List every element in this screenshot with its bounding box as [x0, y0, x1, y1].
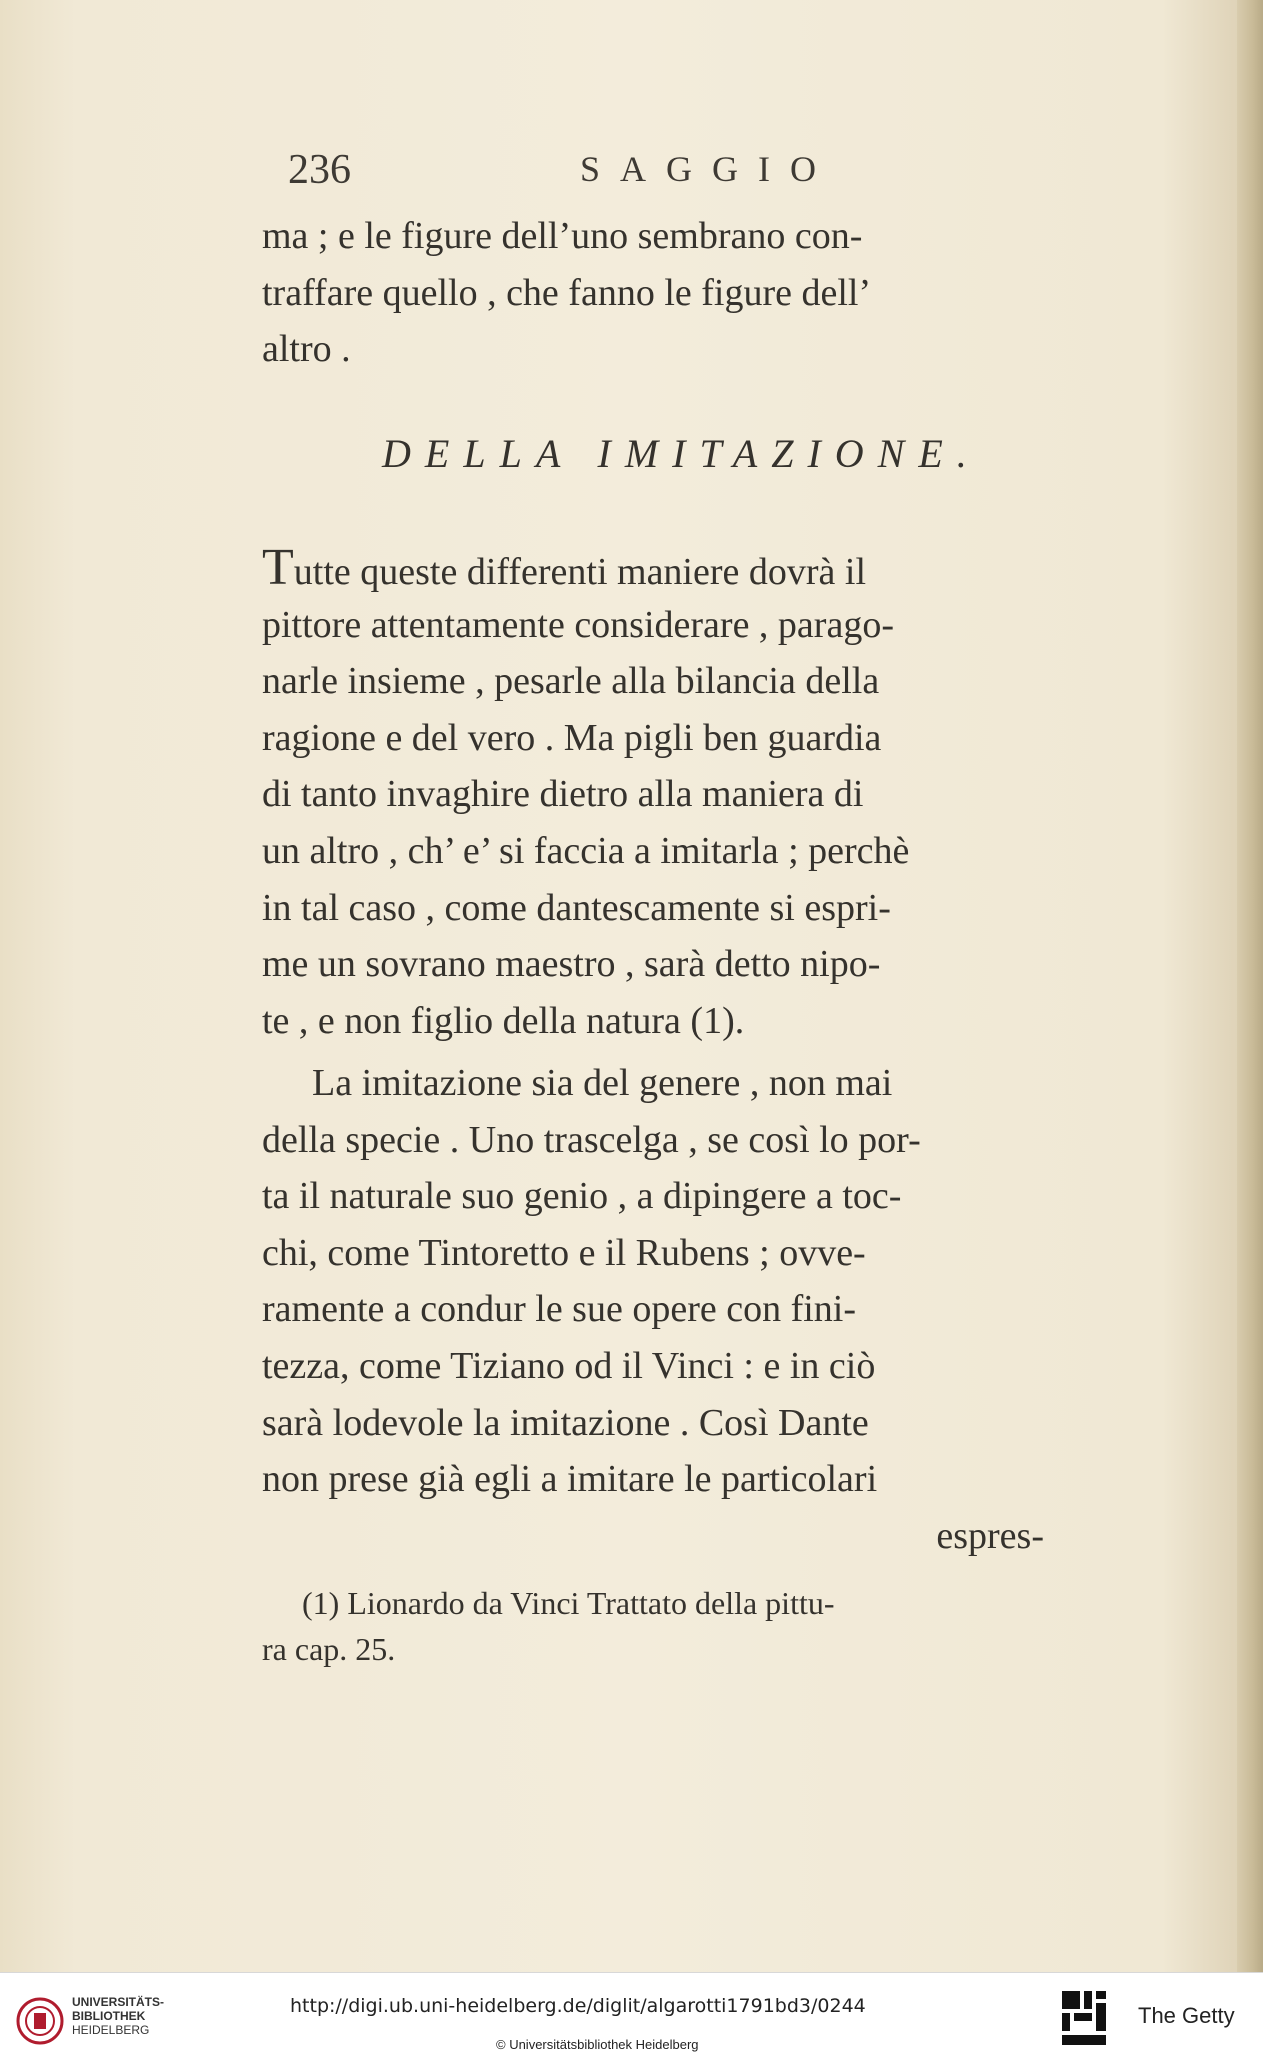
text-line: altro . [262, 328, 351, 371]
section-heading: DELLA IMITAZIONE. [382, 431, 981, 476]
footnote-line: (1) Lionardo da Vinci Trattato della pittu- [302, 1585, 835, 1621]
page-edge [1237, 0, 1263, 1972]
running-title: SAGGIO [580, 149, 837, 189]
text-line: sarà lodevole la imitazione . Così Dante [262, 1401, 869, 1444]
text-line: non prese già egli a imitare le particolari [262, 1458, 878, 1501]
library-name-line: BIBLIOTHEK [72, 2009, 146, 2023]
text-line-content: utte queste differenti maniere dovrà il [293, 551, 867, 593]
catchword [262, 1508, 1114, 1565]
paragraph-1 [262, 540, 1114, 1049]
text-line [262, 540, 1114, 597]
text-line: chi, come Tintoretto e il Rubens ; ovve- [262, 1231, 866, 1274]
text-line: ma ; e le figure dell’uno sembrano con- [262, 215, 863, 257]
text-line: ragione e del vero . Ma pigli ben guardia [262, 716, 882, 759]
text-line: ta il naturale suo genio , a dipingere a toc- [262, 1175, 902, 1218]
catchword-text: espres- [936, 1514, 1044, 1557]
text-line: te , e non figlio della natura (1). [262, 999, 745, 1042]
text-line: ramente a condur le sue opere con fini- [262, 1288, 857, 1331]
text-line: narle insieme , pesarle alla bilancia della [262, 660, 880, 703]
text-line: traffare quello , che fanno le figure dell’ [262, 271, 872, 314]
library-name-line: UNIVERSITÄTS- [72, 1995, 165, 2009]
text-line: in tal caso , come dantescamente si espri- [262, 886, 891, 929]
text-line: un altro , ch’ e’ si faccia a imitarla ; perchè [262, 829, 910, 872]
getty-logo-icon [1060, 1989, 1108, 2049]
text-line: me un sovrano maestro , sarà detto nipo- [262, 943, 881, 986]
partner-name: The Getty [1138, 2003, 1235, 2028]
page-number: 236 [288, 147, 351, 193]
copyright-notice: © Universitätsbibliothek Heidelberg [496, 2037, 699, 2052]
text-line: tezza, come Tiziano od il Vinci : e in ciò [262, 1344, 876, 1387]
footnote [262, 1580, 1114, 1672]
footer-bar [0, 1972, 1263, 2066]
text-line: La imitazione sia del genere , non mai [312, 1062, 893, 1104]
footnote-line: ra cap. 25. [262, 1631, 396, 1667]
library-name-line: HEIDELBERG [72, 2023, 150, 2037]
library-name [72, 1995, 164, 2037]
permalink-url[interactable]: http://digi.ub.uni-heidelberg.de/diglit/algarotti1791bd3/0244 [290, 1995, 866, 2017]
text-line: della specie . Uno trascelga , se così lo por- [262, 1118, 921, 1161]
drop-cap: T [262, 539, 294, 596]
continuation-text [262, 208, 1114, 378]
text-line: di tanto invaghire dietro alla maniera di [262, 773, 864, 816]
text-line: pittore attentamente considerare , parago- [262, 603, 894, 646]
paragraph-2 [262, 1055, 1114, 1564]
